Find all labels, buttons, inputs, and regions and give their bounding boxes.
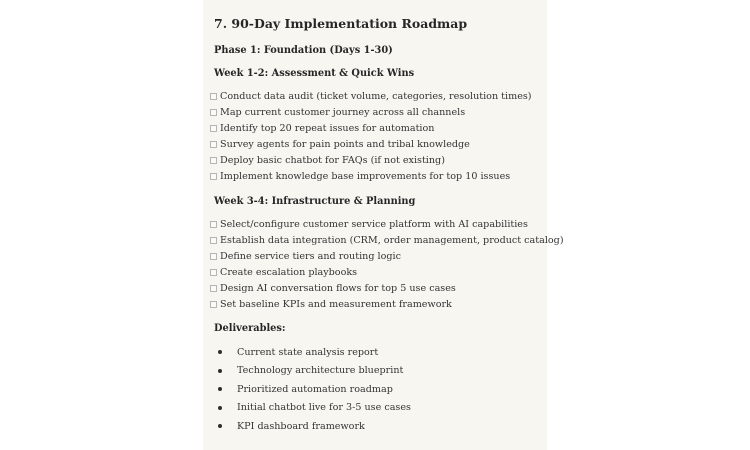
checkbox-icon[interactable] bbox=[210, 157, 217, 164]
checkbox-icon[interactable] bbox=[210, 237, 217, 244]
deliverables-list bbox=[214, 343, 411, 436]
task-item bbox=[214, 120, 532, 136]
week-3-4-heading: Week 3-4: Infrastructure & Planning bbox=[214, 196, 416, 207]
task-label: Design AI conversation flows for top 5 use cases bbox=[220, 282, 456, 294]
list-item bbox=[214, 362, 411, 381]
week-3-4-task-list bbox=[214, 216, 564, 312]
task-item bbox=[214, 248, 564, 264]
task-label: Map current customer journey across all channels bbox=[220, 106, 466, 118]
week-1-2-heading: Week 1-2: Assessment & Quick Wins bbox=[214, 68, 415, 79]
task-label: Implement knowledge base improvements for top 10 issues bbox=[220, 170, 511, 182]
task-label: Create escalation playbooks bbox=[220, 266, 358, 278]
phase-title: Phase 1: Foundation (Days 1-30) bbox=[214, 45, 393, 56]
task-label: Conduct data audit (ticket volume, categories, resolution times) bbox=[220, 90, 532, 102]
checkbox-icon[interactable] bbox=[210, 93, 217, 100]
task-label: Survey agents for pain points and tribal knowledge bbox=[220, 138, 470, 150]
checkbox-icon[interactable] bbox=[210, 269, 217, 276]
task-item bbox=[214, 168, 532, 184]
deliverables-heading: Deliverables: bbox=[214, 323, 286, 334]
checkbox-icon[interactable] bbox=[210, 141, 217, 148]
list-item bbox=[214, 380, 411, 399]
checkbox-icon[interactable] bbox=[210, 221, 217, 228]
task-label: Select/configure customer service platform with AI capabilities bbox=[220, 218, 528, 230]
task-item bbox=[214, 264, 564, 280]
task-item bbox=[214, 136, 532, 152]
bullet-icon bbox=[218, 406, 222, 410]
list-item bbox=[214, 417, 411, 436]
deliverable-label: Prioritized automation roadmap bbox=[237, 383, 393, 395]
deliverable-label: Initial chatbot live for 3-5 use cases bbox=[237, 402, 411, 414]
document-page bbox=[203, 0, 564, 450]
task-label: Set baseline KPIs and measurement framework bbox=[220, 298, 452, 310]
deliverable-label: KPI dashboard framework bbox=[237, 420, 365, 432]
checkbox-icon[interactable] bbox=[210, 173, 217, 180]
checkbox-icon[interactable] bbox=[210, 253, 217, 260]
bullet-icon bbox=[218, 369, 222, 373]
task-label: Deploy basic chatbot for FAQs (if not existing) bbox=[220, 154, 445, 166]
bullet-icon bbox=[218, 424, 222, 428]
task-item bbox=[214, 296, 564, 312]
section-title: 7. 90-Day Implementation Roadmap bbox=[214, 16, 468, 31]
checkbox-icon[interactable] bbox=[210, 125, 217, 132]
task-label: Establish data integration (CRM, order management, product catalog) bbox=[220, 234, 564, 246]
task-label: Identify top 20 repeat issues for automation bbox=[220, 122, 435, 134]
bullet-icon bbox=[218, 387, 222, 391]
checkbox-icon[interactable] bbox=[210, 301, 217, 308]
task-item bbox=[214, 152, 532, 168]
checkbox-icon[interactable] bbox=[210, 285, 217, 292]
bullet-icon bbox=[218, 350, 222, 354]
task-item bbox=[214, 216, 564, 232]
deliverable-label: Technology architecture blueprint bbox=[237, 365, 404, 377]
task-label: Define service tiers and routing logic bbox=[220, 250, 401, 262]
task-item bbox=[214, 280, 564, 296]
checkbox-icon[interactable] bbox=[210, 109, 217, 116]
deliverable-label: Current state analysis report bbox=[237, 346, 379, 358]
week-1-2-task-list bbox=[214, 88, 532, 184]
task-item bbox=[214, 88, 532, 104]
task-item bbox=[214, 232, 564, 248]
list-item bbox=[214, 399, 411, 418]
list-item bbox=[214, 343, 411, 362]
task-item bbox=[214, 104, 532, 120]
